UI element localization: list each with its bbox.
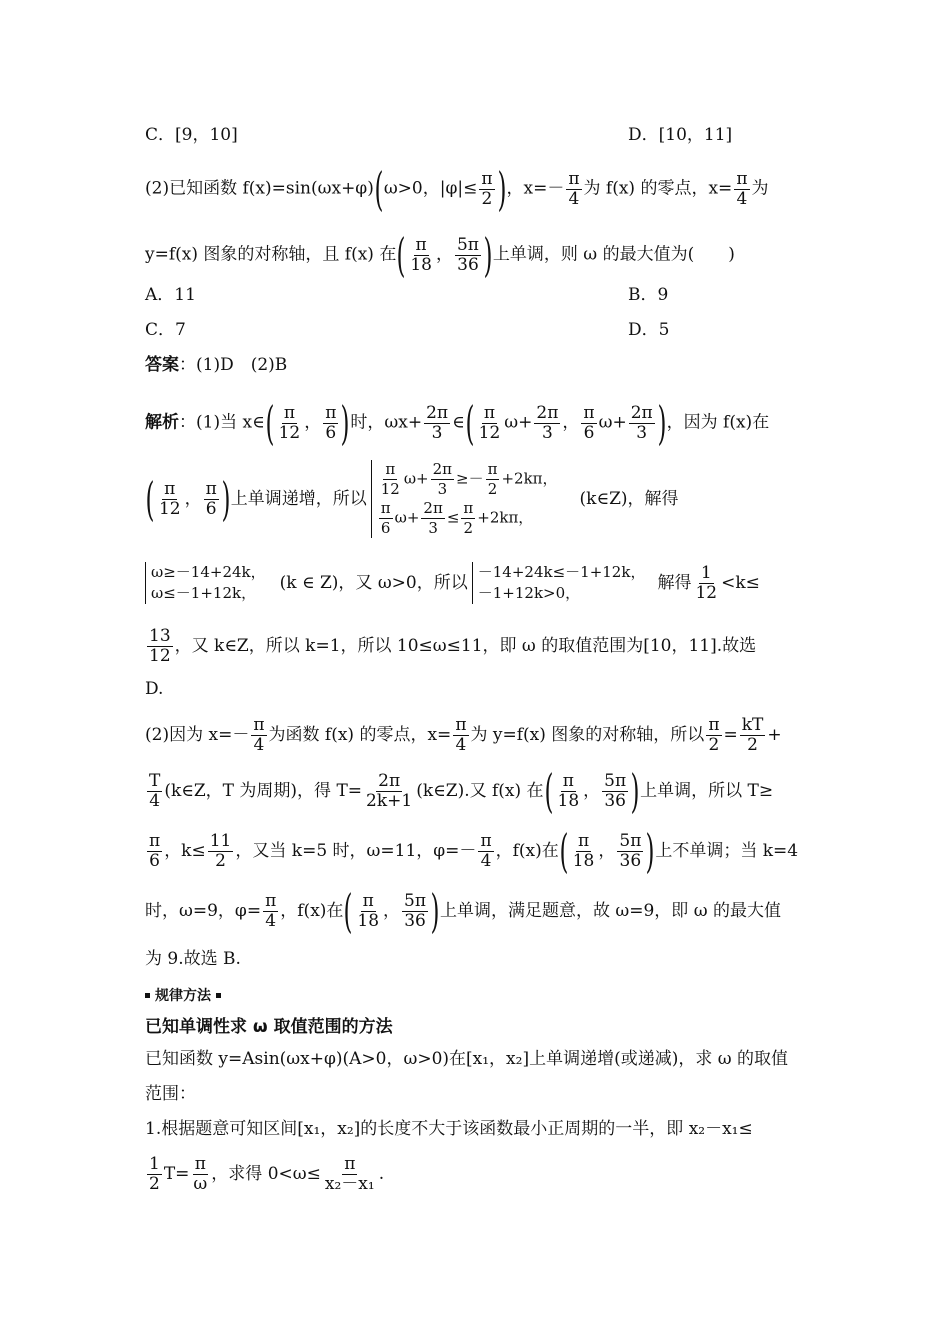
text: 为 f(x) 的零点，x= [583,178,733,199]
fraction: $\frac{\pi}{4}$ [736,168,748,209]
option-a: A．11 [145,285,196,305]
option-d: D．[10，11] [628,125,733,145]
analysis-part2-line2 [145,764,810,818]
text: T= [163,1164,190,1184]
analysis-line2 [145,452,810,546]
text: 时，ωx+ [350,412,423,433]
analysis-line4 [145,624,810,668]
option-c: C．[9，10] [145,125,238,145]
text: 为 9.故选 B. [145,949,241,969]
paren-right: ) [630,764,640,818]
fraction: $\frac{\pi}{4}$ [455,714,467,755]
text: ω+ [504,412,533,433]
text: ，又 k∈Z，所以 k=1，所以 10≤ω≤11，即 ω 的取值范围为[10，11].故选 [174,636,757,656]
text: + [767,725,782,745]
fraction: $\frac{\pi}{6}$ [583,402,595,443]
paren-left: ( [559,824,569,878]
text: 上单调，满足题意，故 ω=9，即 ω 的最大值 [439,901,781,921]
fraction: $\frac{5\pi}{36}$ [619,830,642,871]
answer-label: 答案 [145,355,179,375]
fraction: $\frac{\pi}{18}$ [410,234,432,275]
text: <k≤ [721,573,760,593]
analysis-part2-line4 [145,884,810,938]
system-row: －1+12k>0， [477,584,581,602]
text: ， [435,244,453,265]
fraction: $\frac{\pi}{4}$ [253,714,265,755]
method-line4 [145,1150,810,1198]
q1-options-row [145,124,810,146]
inequality-system [472,562,646,604]
paren-right: ) [430,884,440,938]
text: ，因为 f(x)在 [666,412,770,433]
text: ， [383,901,401,921]
inequality-system [371,460,558,538]
q2-stem-line2 [145,228,810,282]
fraction: $\frac{\pi}{12}$ [158,478,181,519]
paren-left: ( [343,884,353,938]
method-title [145,1016,810,1038]
fraction: $\frac{\pi}{6}$ [149,830,161,871]
analysis-label: 解析 [145,412,179,433]
text: ， [562,412,580,433]
text: ，又当 k=5 时，ω=11，φ=－ [235,841,477,861]
fraction: $\frac{\pi}{4}$ [568,168,580,209]
fraction: $\frac{\pi}{4}$ [265,890,277,931]
method-line1 [145,1048,810,1070]
analysis-part2-line5 [145,948,810,970]
method-line2 [145,1083,810,1105]
fraction: $\frac{11}{2}$ [209,830,232,871]
text: (k∈Z).又 f(x) 在 [416,781,544,801]
paren-right: ) [340,396,350,450]
system-row: $\frac{\pi}{6}$ ω+ $\frac{2\pi}{3}$ ≤ $\frac{\pi}{2}$ +2kπ， [380,499,534,537]
inequality-system [145,562,266,604]
paren-left: ( [145,472,155,526]
text: 上不单调；当 k=4 [655,841,799,861]
answer-line [145,354,810,376]
analysis-line1 [145,396,810,450]
option-c: C．7 [145,320,186,340]
answer-text: ：(1)D (2)B [179,355,288,375]
fraction: $\frac{\pi}{2}$ [481,168,493,209]
paren-left: ( [374,162,384,216]
q2-options-row1 [145,284,810,306]
text: ：(1)当 x∈ [179,412,265,433]
paren-right: ) [497,162,506,216]
fraction: $\frac{\pi}{18}$ [572,830,595,871]
text: 范围： [145,1084,196,1104]
text: 为函数 f(x) 的零点，x= [268,725,452,745]
text: 时，ω=9，φ= [145,901,262,921]
text: ， [184,489,202,509]
analysis-line3 [145,560,810,606]
analysis-part2-line1 [145,712,810,758]
fraction: $\frac{2\pi}{3}$ [426,402,449,443]
system-row: $\frac{\pi}{12}$ ω+ $\frac{2\pi}{3}$ ≥－ $\frac{\pi}{2}$ +2kπ， [380,460,558,498]
paren-right: ) [221,472,231,526]
text: (2)因为 x=－ [145,725,250,745]
text: ，求得 0<ω≤ [211,1164,321,1184]
fraction: $\frac{2\pi}{3}$ [630,402,653,443]
fraction: $\frac{2\pi}{3}$ [536,402,559,443]
analysis-part2-line3 [145,824,810,878]
system-row: ω≥－14+24k， [151,563,266,581]
method-line3 [145,1118,810,1140]
text: ，f(x)在 [495,841,559,861]
fraction: $\frac{kT}{2}$ [741,714,764,755]
paren-right: ) [483,228,493,282]
square-bullet-icon [145,993,150,998]
fraction: $\frac{2\pi}{2k+1}$ [366,770,413,811]
paren-left: ( [465,396,475,450]
text: (k ∈ Z)，又 ω>0，所以 [279,573,468,593]
paren-right: ) [645,824,655,878]
text: ，x=－ [506,178,565,199]
fraction: $\frac{5\pi}{36}$ [456,234,479,275]
text: (k∈Z，T 为周期)，得 T= [164,781,363,801]
fraction: $\frac{\pi}{\omega}$ [193,1153,208,1194]
text: 上单调递增，所以 [230,489,367,509]
q2-condition: ω>0，|φ|≤ [383,178,478,199]
text: 为 [751,178,769,199]
fraction: $\frac{\pi}{2}$ [708,714,720,755]
method-title-text: 已知单调性求 ω 取值范围的方法 [145,1017,393,1037]
paren-left: ( [265,396,275,450]
q2-stem-line1 [145,162,810,216]
q2-options-row2 [145,319,810,341]
text: ∈ [452,412,465,433]
fraction: $\frac{1}{12}$ [695,562,718,603]
fraction: $\frac{\pi}{12}$ [278,402,301,443]
text: (k∈Z)，解得 [579,489,679,509]
fraction: $\frac{\pi}{18}$ [357,890,380,931]
analysis-line5 [145,678,810,700]
text: 1.根据题意可知区间[x₁，x₂]的长度不大于该函数最小正周期的一半，即 x₂－x₁≤ [145,1119,753,1139]
text: 为 y=f(x) 图象的对称轴，所以 [470,725,705,745]
system-row: ω≤－1+12k， [151,584,257,602]
method-tag [145,984,810,1007]
text: ， [304,412,322,433]
fraction: $\frac{5\pi}{36}$ [604,770,627,811]
text: = [723,725,738,745]
fraction: $\frac{\pi}{18}$ [557,770,580,811]
fraction: $\frac{\pi}{6}$ [205,478,217,519]
text: 已知函数 y=Asin(ωx+φ)(A>0，ω>0)在[x₁，x₂]上单调递增(或递减)，求 ω 的取值 [145,1049,789,1069]
fraction: $\frac{1}{2}$ [149,1153,160,1194]
method-tag-label: 规律方法 [155,988,211,1004]
fraction: $\frac{\pi}{4}$ [480,830,492,871]
text: 上单调，所以 T≥ [640,781,774,801]
paren-left: ( [396,228,406,282]
paren-right: ) [657,396,667,450]
text: D. [145,679,164,699]
fraction: $\frac{13}{12}$ [149,625,171,666]
option-d: D．5 [628,320,670,340]
system-row: －14+24k≤－1+12k， [477,563,646,581]
fraction: $\frac{\pi}{\text{x₂－x₁}}$ [324,1153,375,1194]
text: ，f(x)在 [280,901,344,921]
option-b: B．9 [628,285,669,305]
text: ω+ [598,412,627,433]
text: ，k≤ [164,841,206,861]
text: y=f(x) 图象的对称轴，且 f(x) 在 [145,244,397,265]
fraction: $\frac{5\pi}{36}$ [404,890,427,931]
fraction: $\frac{\pi}{6}$ [325,402,337,443]
text: 解得 [657,573,692,593]
square-bullet-icon [216,993,221,998]
q2-stem-text: (2)已知函数 f(x)=sin(ωx+φ) [145,178,374,199]
text: ， [598,841,616,861]
fraction: $\frac{T}{4}$ [149,770,161,811]
text: ， [583,781,601,801]
text: . [378,1164,385,1184]
paren-left: ( [544,764,554,818]
fraction: $\frac{\pi}{12}$ [478,402,501,443]
text: 上单调，则 ω 的最大值为( ) [492,244,735,265]
